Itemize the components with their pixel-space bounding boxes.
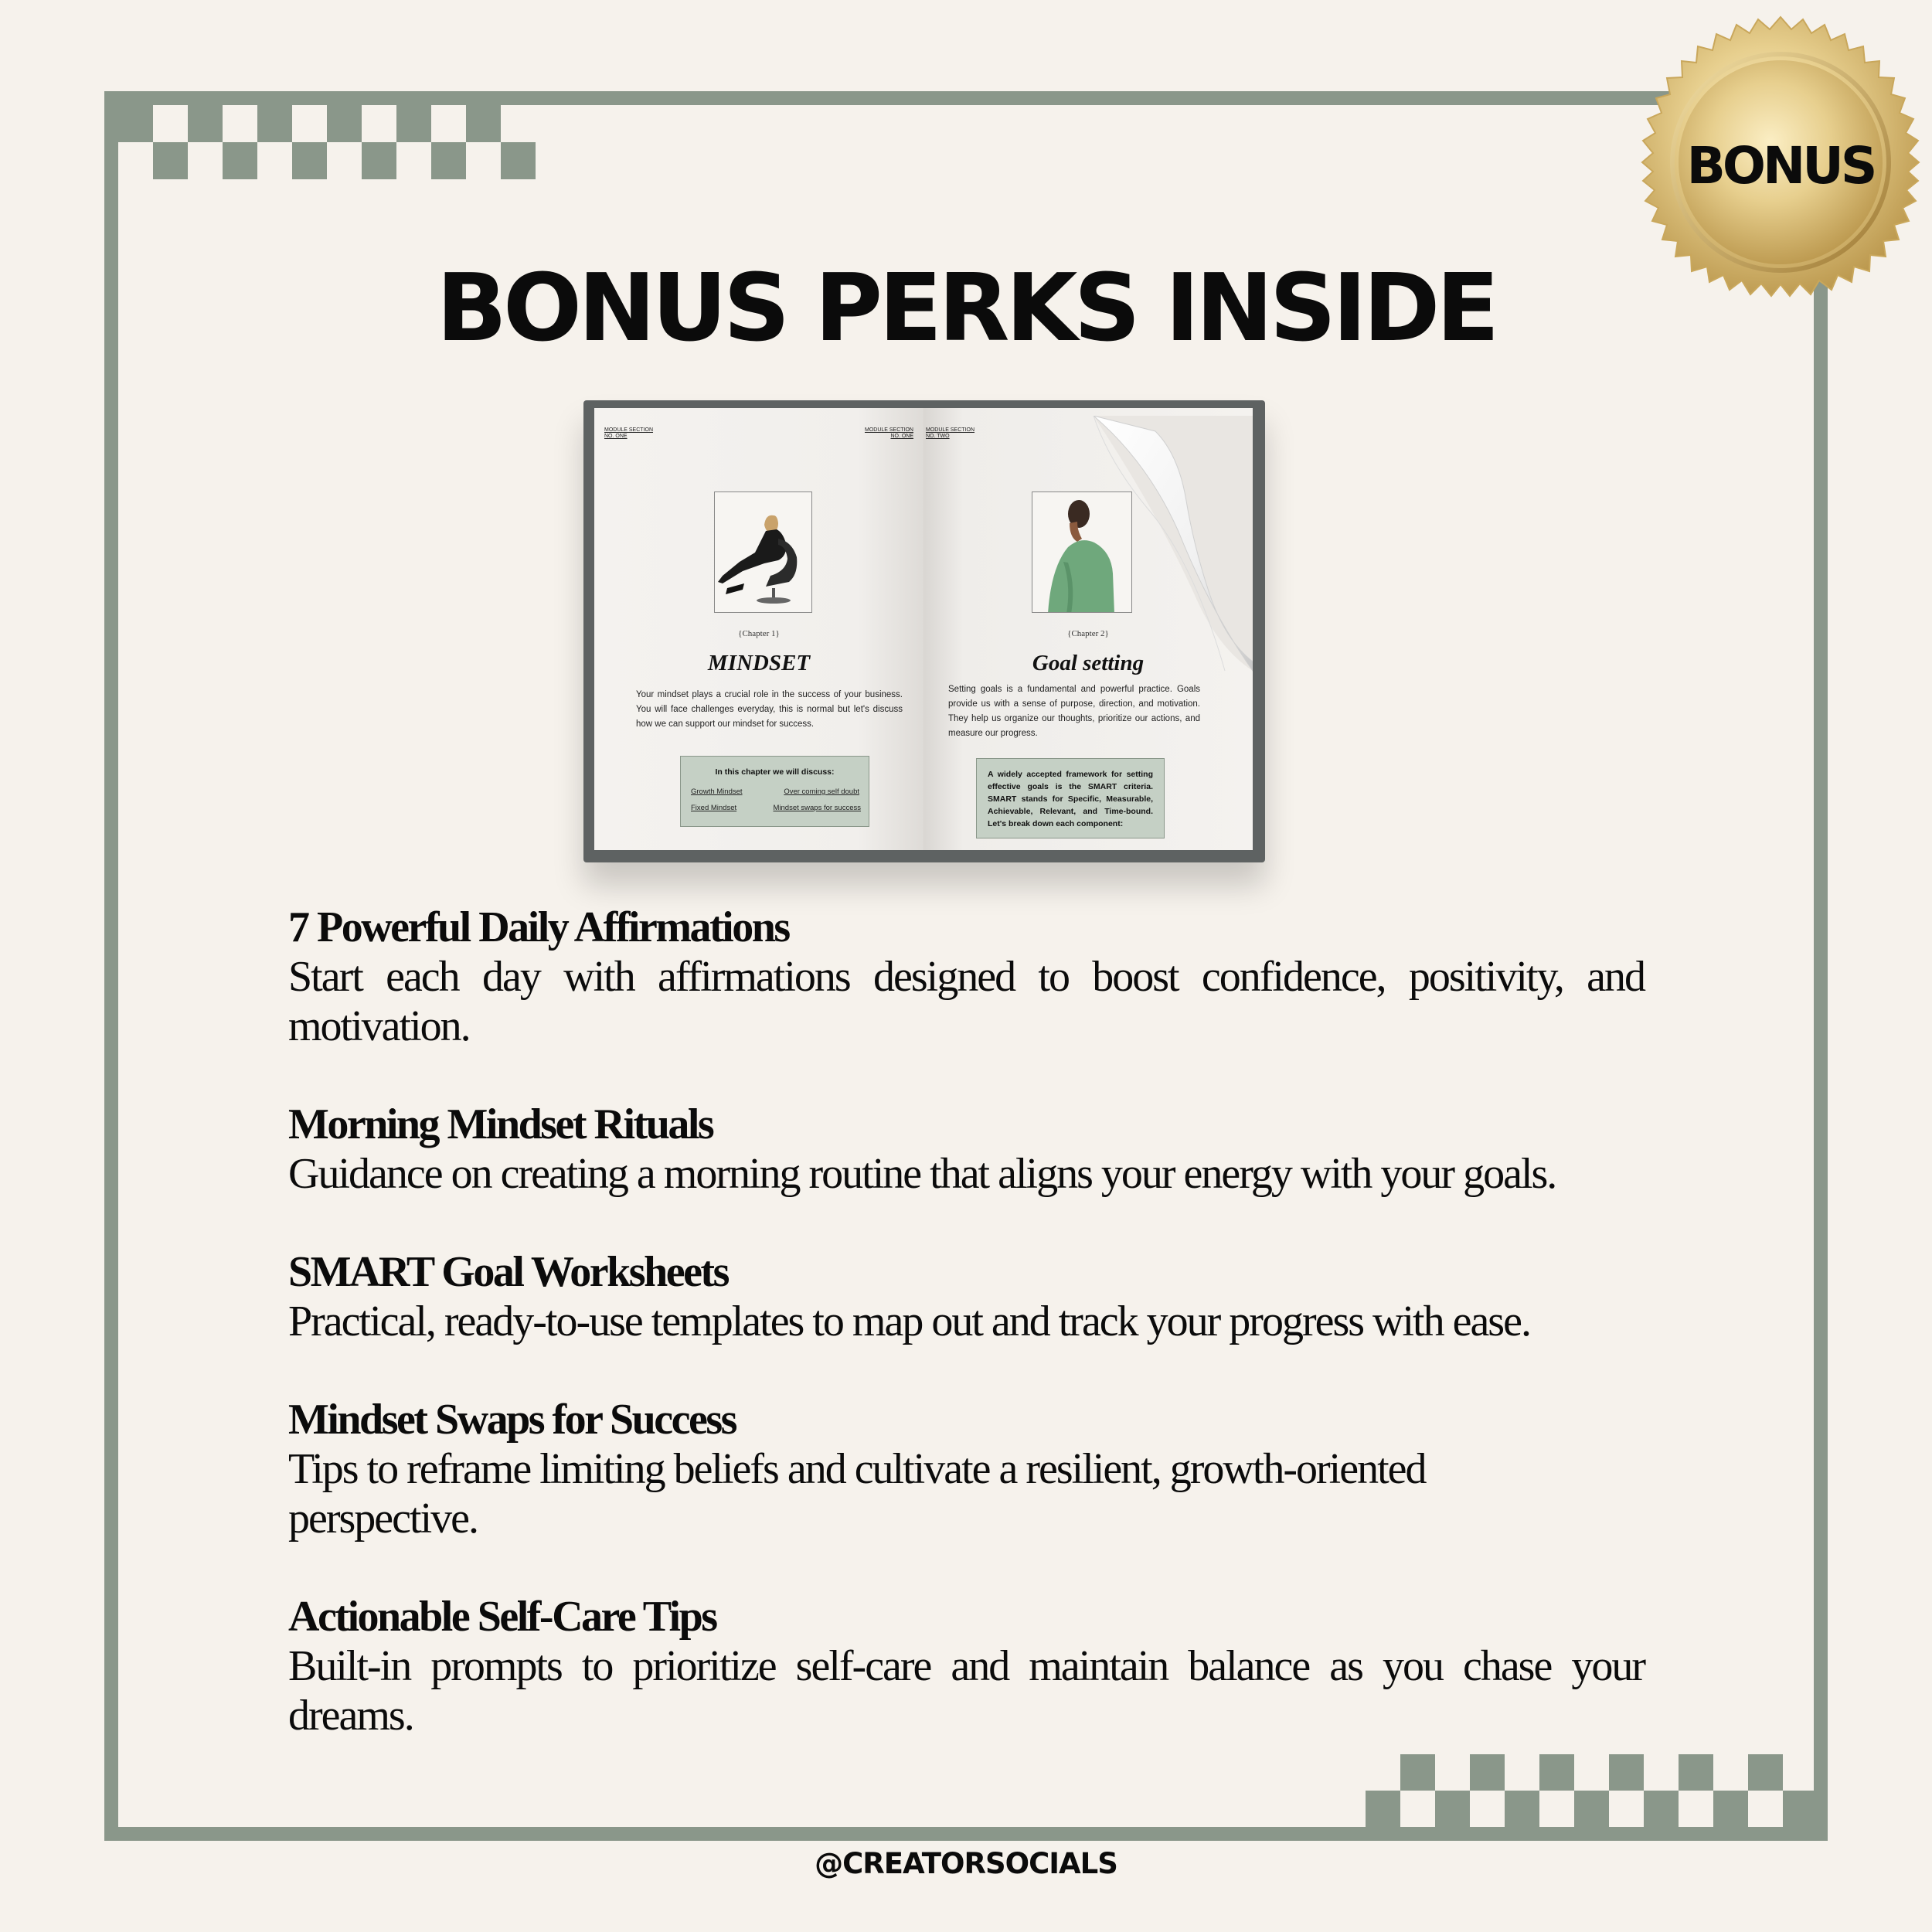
perk-item (288, 903, 1645, 1051)
page-curl-graphic (1063, 416, 1253, 679)
perk-description: Start each day with affirmations designed to boost confidence, positivity, and motivation. (288, 953, 1645, 1050)
perk-item (288, 1247, 1645, 1346)
perk-description: Practical, ready-to-use templates to map out and track your progress with ease. (288, 1298, 1530, 1345)
perk-description: Guidance on creating a morning routine that aligns your energy with your goals. (288, 1150, 1556, 1198)
page-title: BONUS PERKS INSIDE (436, 255, 1496, 362)
chapter-topics-box (680, 756, 869, 827)
topic-link-mindset-swaps[interactable]: Mindset swaps for success (773, 804, 861, 812)
chapter-photo-woman-chair (714, 492, 812, 613)
bonus-seal-label: BONUS (1686, 136, 1875, 196)
social-handle: @CREATORSOCIALS (815, 1847, 1117, 1880)
chapter-label-2: {Chapter 2} (1067, 629, 1109, 638)
chapter-title-goal-setting: Goal setting (1032, 651, 1145, 675)
module-tag-left-running: MODULE SECTION NO. ONE (864, 427, 913, 439)
perk-title: Mindset Swaps for Success (288, 1396, 736, 1444)
perk-description: Built-in prompts to prioritize self-care and maintain balance as you chase your dreams. (288, 1642, 1645, 1740)
topic-link-growth-mindset[interactable]: Growth Mindset (691, 787, 743, 796)
checker-pattern-bottom-right (1366, 1754, 1814, 1827)
perk-item (288, 1100, 1645, 1199)
perk-title: 7 Powerful Daily Affirmations (288, 903, 789, 951)
perk-item (288, 1395, 1645, 1543)
book-page-right (923, 408, 1253, 850)
chapter-title-mindset: MINDSET (707, 651, 811, 675)
perk-title: SMART Goal Worksheets (288, 1248, 728, 1296)
checker-pattern-top-left (118, 105, 573, 179)
topic-link-self-doubt[interactable]: Over coming self doubt (784, 787, 859, 796)
topics-box-heading: In this chapter we will discuss: (715, 767, 835, 777)
chapter-label-1: {Chapter 1} (738, 629, 780, 638)
smart-criteria-box (976, 758, 1165, 838)
perk-description: Tips to reframe limiting beliefs and cultivate a resilient, growth-oriented perspective. (288, 1445, 1426, 1543)
book-page-left (594, 408, 923, 850)
chapter-body-goal-setting: Setting goals is a fundamental and powerful practice. Goals provide us with a sense of purpose, direction, and motivation. They help us organize our thoughts, prioritize our actions, and measure our progress. (948, 685, 1200, 738)
perk-item (288, 1592, 1645, 1740)
topic-link-fixed-mindset[interactable]: Fixed Mindset (691, 804, 737, 812)
perk-title: Morning Mindset Rituals (288, 1100, 713, 1148)
module-tag-right: MODULE SECTION NO. TWO (926, 427, 975, 439)
ebook-mockup (583, 400, 1265, 862)
smart-criteria-text: A widely accepted framework for setting effective goals is the SMART criteria. SMART stands for Specific, Measurable, Achievable, Relevant, and Time-bound. Let's break down each component: (988, 770, 1153, 828)
chapter-body-mindset: Your mindset plays a crucial role in the success of your business. You will face challenges everyday, this is normal but let's discuss how we can support our mindset for success. (636, 690, 903, 729)
module-tag-left: MODULE SECTION NO. ONE (604, 427, 654, 439)
perk-title: Actionable Self-Care Tips (288, 1593, 716, 1641)
